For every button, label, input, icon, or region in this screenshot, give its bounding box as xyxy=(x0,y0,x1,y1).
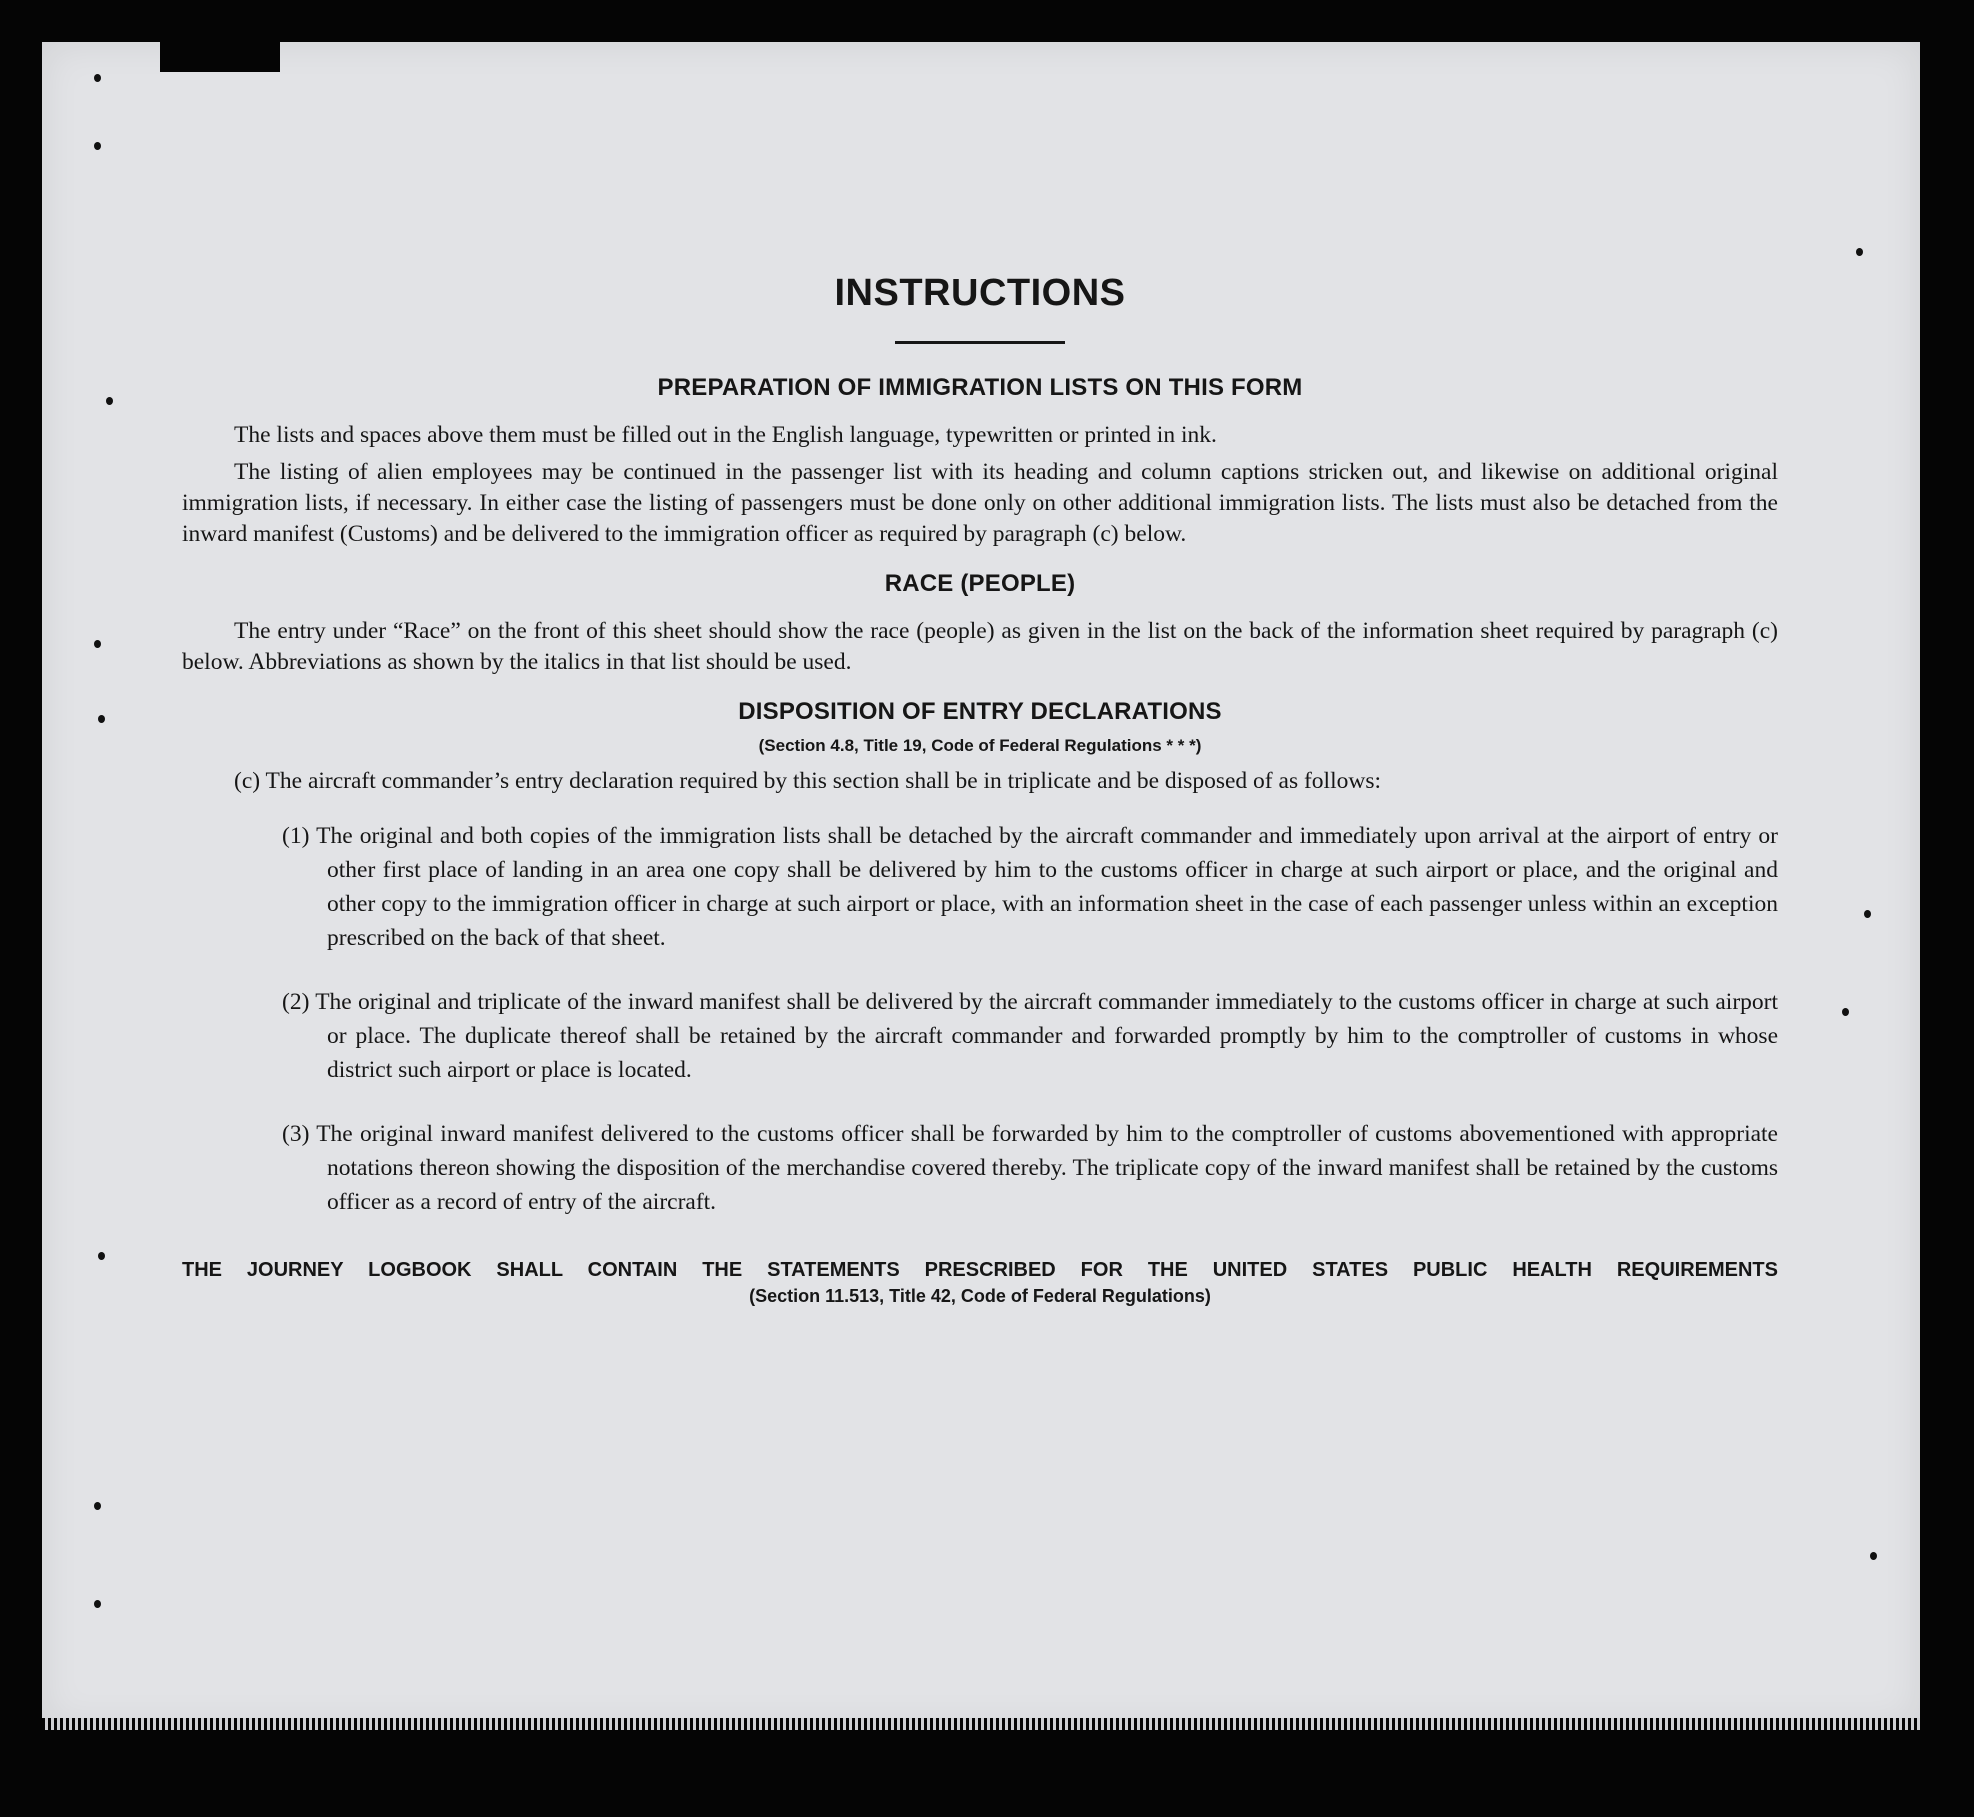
disposition-clause-c: (c) The aircraft commander’s entry declaration required by this section shall be in triplicate and be disposed of as follows: xyxy=(234,768,1381,794)
paper-sheet xyxy=(42,42,1920,1727)
right-margin-speck xyxy=(1870,1552,1877,1560)
preparation-heading: PREPARATION OF IMMIGRATION LISTS ON THIS FORM xyxy=(657,374,1303,401)
instructions-content xyxy=(182,272,1778,1307)
title-underline xyxy=(895,341,1065,344)
right-margin-speck xyxy=(1864,910,1871,918)
left-margin-speck xyxy=(98,1252,105,1260)
disposition-item-2: (2) The original and triplicate of the inward manifest shall be delivered by the aircraft commander immediately to the customs officer in charge at such airport or place. The duplicate thereof shall be retained by the aircraft commander and forwarded promptly by him to the comptroller of customs in whose district such airport or place is located. xyxy=(282,989,1778,1083)
preparation-paragraph-1: The lists and spaces above them must be filled out in the English language, typewritten or printed in ink. xyxy=(234,422,1217,448)
disposition-item-1: (1) The original and both copies of the immigration lists shall be detached by the aircraft commander and immediately upon arrival at the airport of entry or other first place of landing in an area one copy shall be delivered by him to the customs officer in charge at such airport or place, and the original and other copy to the immigration officer in charge at such airport or place, with an information sheet in the case of each passenger unless within an exception prescribed on the back of that sheet. xyxy=(282,823,1778,951)
left-margin-speck xyxy=(94,640,101,648)
left-margin-speck xyxy=(94,1600,101,1608)
left-margin-speck xyxy=(106,397,113,405)
perforated-edge xyxy=(42,1718,1920,1730)
preparation-paragraph-2: The listing of alien employees may be continued in the passenger list with its heading and column captions stricken out, and likewise on additional original immigration lists, if necessary. In either case the listing of passengers must be done only on other additional immigration lists. The lists must also be detached from the inward manifest (Customs) and be delivered to the immigration officer as required by paragraph (c) below. xyxy=(182,459,1778,547)
logbook-citation: (Section 11.513, Title 42, Code of Federal Regulations) xyxy=(749,1286,1211,1306)
right-margin-speck xyxy=(1856,248,1863,256)
disposition-citation: (Section 4.8, Title 19, Code of Federal Regulations * * *) xyxy=(758,736,1202,755)
race-heading: RACE (PEOPLE) xyxy=(884,570,1076,597)
torn-corner xyxy=(160,38,280,72)
logbook-statement: THE JOURNEY LOGBOOK SHALL CONTAIN THE STATEMENTS PRESCRIBED FOR THE UNITED STATES PUBLIC HEALTH REQUIREMENTS xyxy=(182,1259,1778,1281)
left-margin-speck xyxy=(94,74,101,82)
disposition-item-3: (3) The original inward manifest delivered to the customs officer shall be forwarded by him to the comptroller of customs abovementioned with appropriate notations thereon showing the disposition of the merchandise covered thereby. The triplicate copy of the inward manifest shall be retained by the customs officer as a record of entry of the aircraft. xyxy=(282,1121,1778,1215)
right-margin-speck xyxy=(1842,1008,1849,1016)
left-margin-speck xyxy=(94,142,101,150)
left-margin-speck xyxy=(98,715,105,723)
disposition-heading: DISPOSITION OF ENTRY DECLARATIONS xyxy=(738,698,1222,725)
race-paragraph: The entry under “Race” on the front of this sheet should show the race (people) as given in the list on the back of the information sheet required by paragraph (c) below. Abbreviations as shown by the italics in that list should be used. xyxy=(182,618,1778,675)
left-margin-speck xyxy=(94,1502,101,1510)
page-title: INSTRUCTIONS xyxy=(834,272,1126,314)
